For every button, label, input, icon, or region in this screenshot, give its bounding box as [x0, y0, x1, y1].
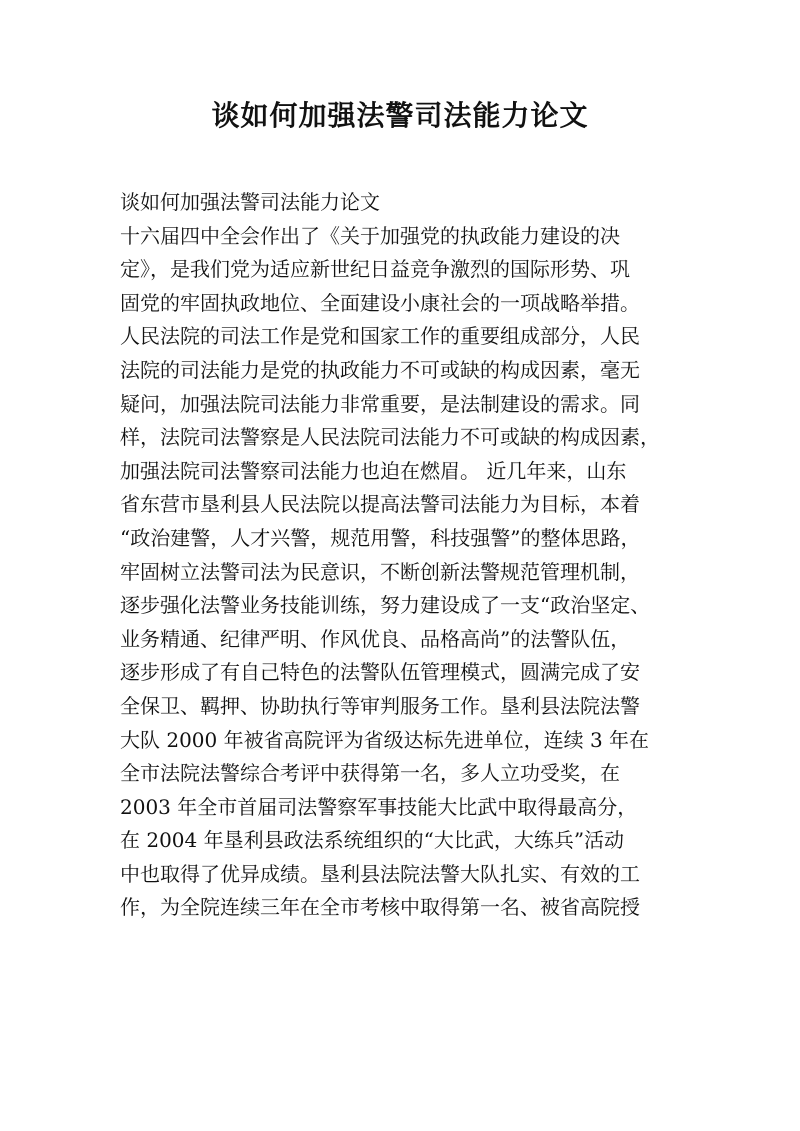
body-line: 定》，是我们党为适应新世纪日益竞争激烈的国际形势、巩	[120, 257, 630, 282]
body-line: 全保卫、羁押、协助执行等审判服务工作。垦利县法院法警	[120, 693, 640, 718]
body-line: 省东营市垦利县人民法院以提高法警司法能力为目标，本着	[120, 492, 640, 517]
body-line: 全市法院法警综合考评中获得第一名，多人立功受奖，在	[120, 761, 620, 786]
body-line: 固党的牢固执政地位、全面建设小康社会的一项战略举措。	[120, 290, 640, 315]
body-line: 中也取得了优异成绩。垦利县法院法警大队扎实、有效的工	[120, 861, 640, 886]
body-line: 疑问，加强法院司法能力非常重要，是法制建设的需求。同	[120, 391, 640, 416]
document-body	[120, 186, 690, 925]
body-line: 逐步强化法警业务技能训练，努力建设成了一支“政治坚定、	[120, 593, 651, 618]
body-line: “政治建警，人才兴警，规范用警，科技强警”的整体思路，	[120, 525, 641, 550]
body-line: 2003 年全市首届司法警察军事技能大比武中取得最高分，	[120, 794, 638, 819]
body-line: 法院的司法能力是党的执政能力不可或缺的构成因素，毫无	[120, 357, 640, 382]
body-line: 样，法院司法警察是人民法院司法能力不可或缺的构成因素，	[120, 425, 660, 450]
body-line: 加强法院司法警察司法能力也迫在燃眉。 近几年来，山东	[120, 458, 627, 483]
body-line: 牢固树立法警司法为民意识，不断创新法警规范管理机制，	[120, 559, 640, 584]
body-line: 谈如何加强法警司法能力论文	[120, 190, 380, 214]
body-line: 业务精通、纪律严明、作风优良、品格高尚”的法警队伍，	[120, 626, 631, 651]
body-line: 大队 2000 年被省高院评为省级达标先进单位，连续 3 年在	[120, 727, 650, 752]
body-line: 在 2004 年垦利县政法系统组织的“大比武，大练兵”活动	[120, 828, 625, 853]
body-line: 作，为全院连续三年在全市考核中取得第一名、被省高院授	[120, 895, 640, 920]
body-line: 逐步形成了有自己特色的法警队伍管理模式，圆满完成了安	[120, 660, 640, 685]
body-line: 人民法院的司法工作是党和国家工作的重要组成部分，人民	[120, 324, 640, 349]
document-title: 谈如何加强法警司法能力论文	[211, 99, 589, 132]
body-line: 十六届四中全会作出了《关于加强党的执政能力建设的决	[120, 223, 620, 248]
